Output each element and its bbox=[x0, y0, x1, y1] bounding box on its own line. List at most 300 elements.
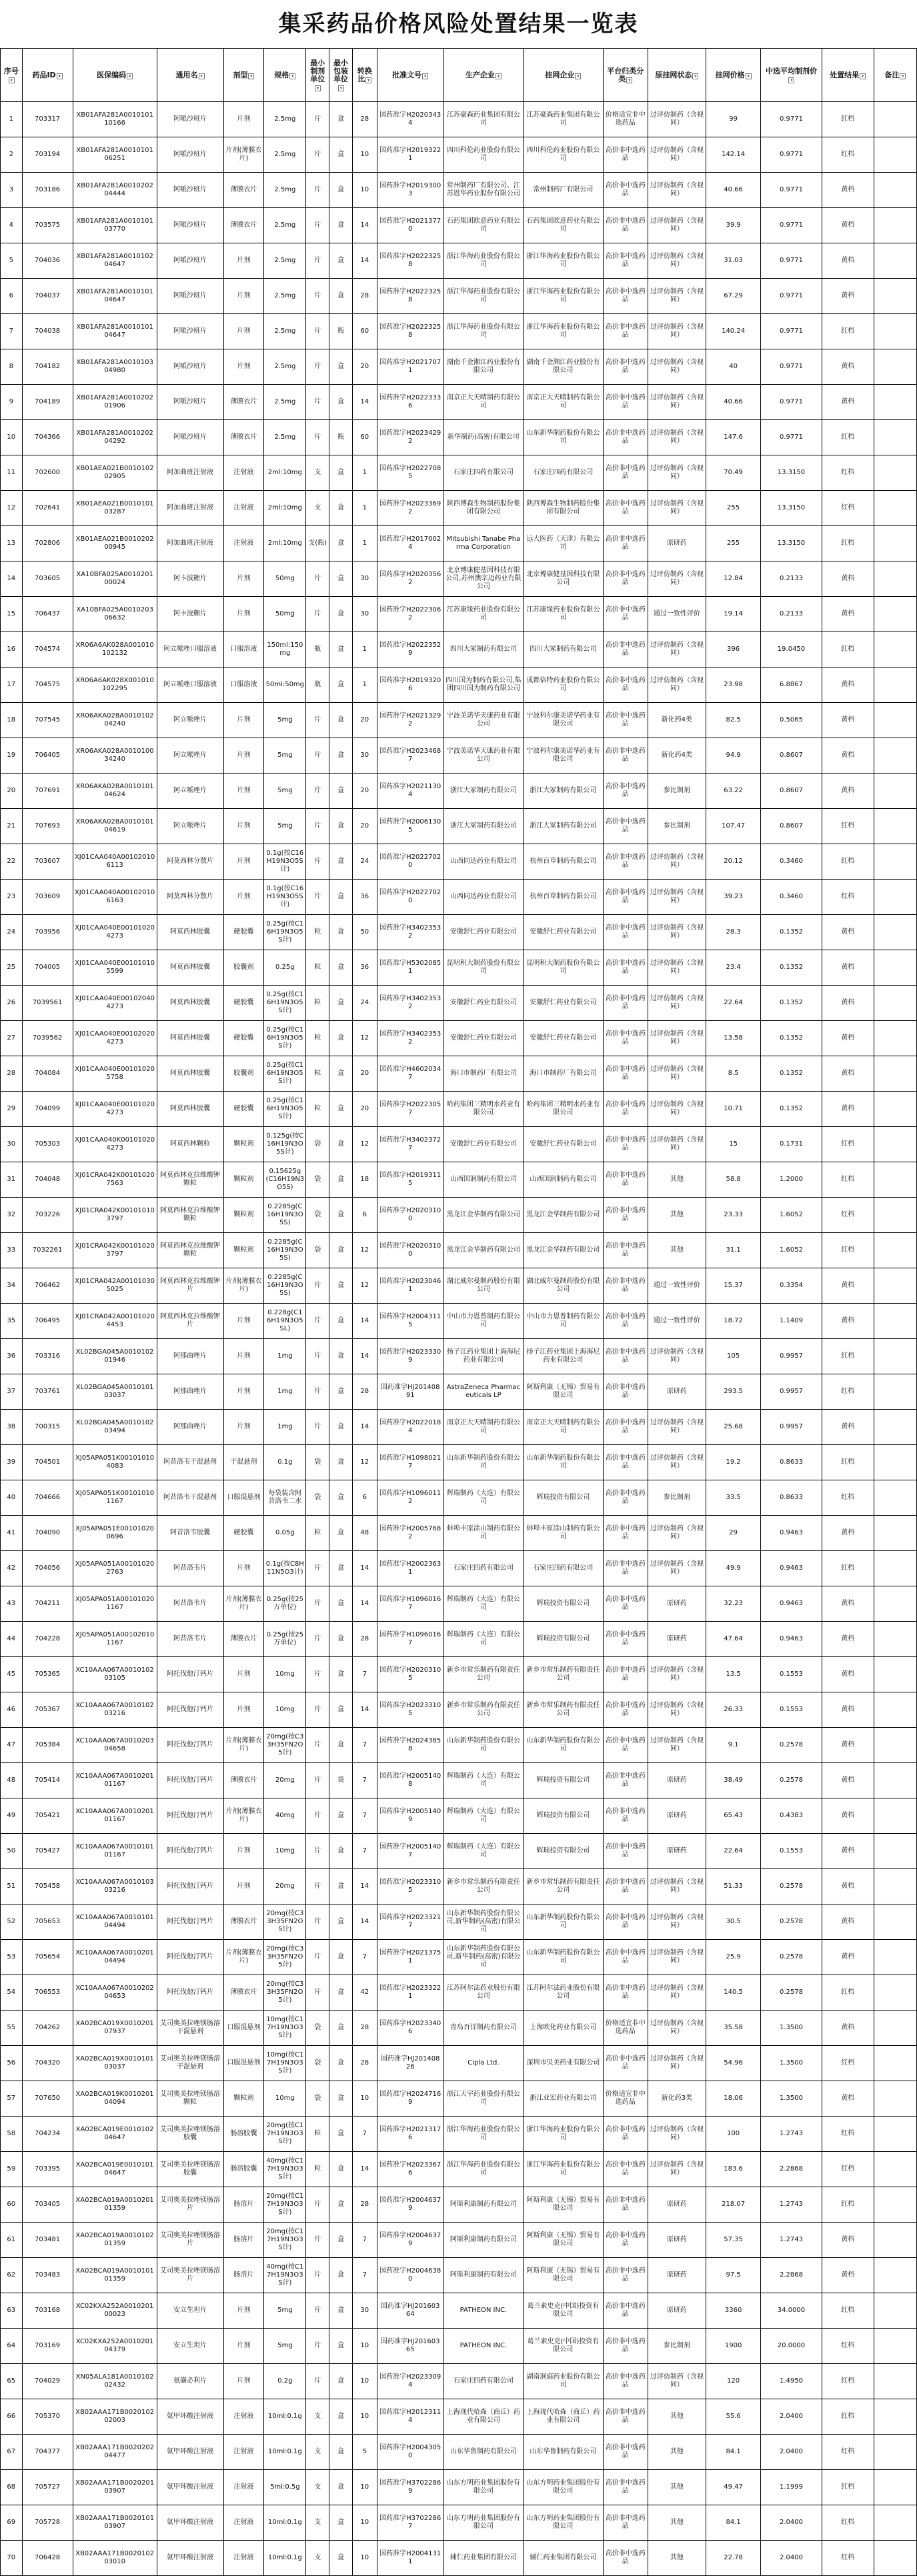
generic-name-cell: 阿莫西林颗粒 bbox=[157, 1127, 223, 1162]
insurance-code-cell: XC10AAA067A001010303216 bbox=[73, 1869, 157, 1904]
table-row bbox=[1, 2505, 917, 2541]
table-row bbox=[1, 1445, 917, 1480]
listed-price-cell: 33.5 bbox=[706, 1480, 761, 1516]
pack-unit-cell: 盒 bbox=[329, 243, 353, 279]
filter-dropdown-icon[interactable]: ▾ bbox=[57, 73, 63, 79]
row-number-cell: 48 bbox=[1, 1763, 23, 1798]
insurance-code-cell: XB01AFA281A001010304980 bbox=[73, 349, 157, 385]
original-status-cell: 原研药 bbox=[648, 2187, 706, 2223]
remark-cell bbox=[874, 1410, 916, 1445]
filter-dropdown-icon[interactable]: ▾ bbox=[289, 73, 295, 79]
listing-company-cell: 石药集团欧意药业有限公司 bbox=[524, 208, 603, 243]
remark-cell bbox=[874, 738, 916, 774]
avg-selected-price-cell: 0.2578 bbox=[761, 1763, 822, 1798]
drug-id-cell: 705653 bbox=[22, 1904, 73, 1940]
listed-price-cell: 107.47 bbox=[706, 809, 761, 844]
manufacturer-cell: 辉瑞制药（大连）有限公司 bbox=[443, 1586, 523, 1622]
manufacturer-cell: 新华制药(高密)有限公司 bbox=[443, 420, 523, 455]
manufacturer-cell: 浙江天宇药业股份有限公司 bbox=[443, 2081, 523, 2117]
dosage-form-cell: 注射液 bbox=[223, 2505, 264, 2541]
listing-company-cell: 山东方明药业集团股份有限公司 bbox=[524, 2470, 603, 2505]
conversion-ratio-cell: 10 bbox=[352, 2399, 377, 2435]
dosage-form-cell: 薄膜衣片 bbox=[223, 1975, 264, 2011]
generic-name-cell: 阿加曲班注射液 bbox=[157, 491, 223, 526]
row-number-cell: 57 bbox=[1, 2081, 23, 2117]
listed-price-cell: 13.58 bbox=[706, 1021, 761, 1056]
manufacturer-cell: 辅仁药业集团有限公司 bbox=[443, 2541, 523, 2576]
approval-number-cell: 国药准字H20193206 bbox=[377, 668, 443, 703]
table-row bbox=[1, 1798, 917, 1834]
avg-selected-price-cell: 0.9771 bbox=[761, 420, 822, 455]
conversion-ratio-cell: 5 bbox=[352, 2435, 377, 2470]
approval-number-cell: 国药准字HJ20160365 bbox=[377, 2329, 443, 2364]
dosage-form-cell: 片剂 bbox=[223, 243, 264, 279]
avg-selected-price-cell: 0.9771 bbox=[761, 208, 822, 243]
approval-number-cell: 国药准字H20046379 bbox=[377, 2223, 443, 2258]
row-number-cell: 31 bbox=[1, 1162, 23, 1198]
category-cell: 高价非中选药品 bbox=[603, 1622, 648, 1657]
listed-price-cell: 99 bbox=[706, 102, 761, 137]
manufacturer-cell: 山东新华制药股份有限公司 bbox=[443, 1445, 523, 1480]
insurance-code-cell: XR06AKA028A001010104619 bbox=[73, 809, 157, 844]
listing-company-cell: 安徽舒仁药业有限公司 bbox=[524, 986, 603, 1021]
listed-price-cell: 255 bbox=[706, 491, 761, 526]
table-row bbox=[1, 137, 917, 173]
insurance-code-cell: XB01AFA281A001010106251 bbox=[73, 137, 157, 173]
generic-name-cell: 阿那曲唑片 bbox=[157, 1410, 223, 1445]
generic-name-cell: 艾司奥美拉唑镁肠溶干混悬剂 bbox=[157, 2011, 223, 2046]
listing-company-cell: 北京博康健基因科技有限公司 bbox=[524, 561, 603, 597]
original-status-cell: 过评仿制药（含视同） bbox=[648, 1339, 706, 1374]
category-cell: 高价非中选药品 bbox=[603, 915, 648, 950]
disposal-result-cell: 黄档 bbox=[822, 173, 874, 208]
table-row bbox=[1, 1516, 917, 1551]
filter-dropdown-icon[interactable]: ▾ bbox=[496, 73, 502, 79]
column-header-label: 序号 bbox=[3, 66, 19, 75]
table-row bbox=[1, 1410, 917, 1445]
category-cell: 价格适宜非中选药品 bbox=[603, 2081, 648, 2117]
original-status-cell: 过评仿制药（含视同） bbox=[648, 880, 706, 915]
dosage-form-cell: 片剂 bbox=[223, 597, 264, 632]
table-row bbox=[1, 738, 917, 774]
insurance-code-cell: XR06A6AK028A001010102132 bbox=[73, 632, 157, 668]
approval-number-cell: 国药准字H20170024 bbox=[377, 526, 443, 561]
conversion-ratio-cell: 14 bbox=[352, 1304, 377, 1339]
disposal-result-cell: 红档 bbox=[822, 1551, 874, 1586]
filter-dropdown-icon[interactable]: ▾ bbox=[692, 73, 698, 79]
generic-name-cell: 阿莫西林克拉维酸钾片 bbox=[157, 1268, 223, 1304]
min-unit-cell: 片 bbox=[306, 1374, 329, 1410]
listed-price-cell: 183.6 bbox=[706, 2152, 761, 2187]
disposal-result-cell: 黄档 bbox=[822, 1904, 874, 1940]
filter-dropdown-icon[interactable]: ▾ bbox=[900, 73, 906, 79]
insurance-code-cell: XB01AFA281A001020201906 bbox=[73, 385, 157, 420]
specification-cell: 2.5mg bbox=[264, 102, 306, 137]
generic-name-cell: 阿莫西林分散片 bbox=[157, 844, 223, 880]
min-unit-cell: 片 bbox=[306, 844, 329, 880]
filter-dropdown-icon[interactable]: ▾ bbox=[365, 77, 371, 83]
listing-company-cell: 新乡市常乐制药有限责任公司 bbox=[524, 1869, 603, 1904]
generic-name-cell: 氨甲环酸注射液 bbox=[157, 2399, 223, 2435]
avg-selected-price-cell: 0.9957 bbox=[761, 1410, 822, 1445]
specification-cell: 0.25g(按C16H19N3O5S计) bbox=[264, 1056, 306, 1092]
specification-cell: 10mg(按C17H19N3O3S计) bbox=[264, 2011, 306, 2046]
drug-id-cell: 705367 bbox=[22, 1692, 73, 1728]
original-status-cell: 通过一致性评价 bbox=[648, 597, 706, 632]
column-header-label: 通用名 bbox=[175, 70, 198, 79]
approval-number-cell: 国药准字H20051409 bbox=[377, 1798, 443, 1834]
disposal-result-cell: 黄档 bbox=[822, 349, 874, 385]
insurance-code-cell: XB01AFA281A001010103770 bbox=[73, 208, 157, 243]
table-row bbox=[1, 2258, 917, 2293]
manufacturer-cell: 哈药集团三精明水药业有限公司 bbox=[443, 1092, 523, 1127]
row-number-cell: 24 bbox=[1, 915, 23, 950]
generic-name-cell: 阿莫西林胶囊 bbox=[157, 950, 223, 986]
avg-selected-price-cell: 0.2133 bbox=[761, 561, 822, 597]
conversion-ratio-cell: 10 bbox=[352, 2541, 377, 2576]
dosage-form-cell: 片剂 bbox=[223, 774, 264, 809]
manufacturer-cell: 辉瑞制药（大连）有限公司 bbox=[443, 1834, 523, 1869]
dosage-form-cell: 片剂 bbox=[223, 349, 264, 385]
filter-dropdown-icon[interactable]: ▾ bbox=[788, 77, 794, 83]
original-status-cell: 原研药 bbox=[648, 2258, 706, 2293]
min-unit-cell: 片 bbox=[306, 1728, 329, 1763]
listing-company-cell: 成都倍特药业股份有限公司 bbox=[524, 668, 603, 703]
approval-number-cell: 国药准字H20203100 bbox=[377, 1198, 443, 1233]
row-number-cell: 61 bbox=[1, 2223, 23, 2258]
disposal-result-cell: 红档 bbox=[822, 809, 874, 844]
filter-dropdown-icon[interactable]: ▾ bbox=[338, 85, 344, 91]
manufacturer-cell: 新乡市常乐制药有限责任公司 bbox=[443, 1869, 523, 1904]
generic-name-cell: 阿哌沙班片 bbox=[157, 349, 223, 385]
category-cell: 高价非中选药品 bbox=[603, 1092, 648, 1127]
manufacturer-cell: 安徽舒仁药业有限公司 bbox=[443, 1127, 523, 1162]
dosage-form-cell: 注射液 bbox=[223, 2435, 264, 2470]
min-unit-cell: 片 bbox=[306, 1904, 329, 1940]
filter-dropdown-icon[interactable]: ▾ bbox=[248, 73, 254, 79]
category-cell: 高价非中选药品 bbox=[603, 1056, 648, 1092]
dosage-form-cell: 片剂 bbox=[223, 1551, 264, 1586]
manufacturer-cell: 山东方明药业集团股份有限公司 bbox=[443, 2470, 523, 2505]
listed-price-cell: 38.49 bbox=[706, 1763, 761, 1798]
remark-cell bbox=[874, 1763, 916, 1798]
insurance-code-cell: XJ01CAA040E001010204273 bbox=[73, 1092, 157, 1127]
column-header-label: 平台归类分类 bbox=[607, 66, 644, 83]
disposal-result-cell: 黄档 bbox=[822, 279, 874, 314]
insurance-code-cell: XC02KXA252A001020104379 bbox=[73, 2329, 157, 2364]
dosage-form-cell: 注射液 bbox=[223, 491, 264, 526]
table-row bbox=[1, 2364, 917, 2399]
listing-company-cell: 浙江华海药业股份有限公司 bbox=[524, 279, 603, 314]
disposal-result-cell: 黄档 bbox=[822, 1268, 874, 1304]
manufacturer-cell: 常州制药厂有限公司、江苏恩华药业股份有限公司 bbox=[443, 173, 523, 208]
insurance-code-cell: XL02BGA045A001010203494 bbox=[73, 1410, 157, 1445]
pack-unit-cell: 盒 bbox=[329, 1021, 353, 1056]
insurance-code-cell: XB01AEA021B001010103287 bbox=[73, 491, 157, 526]
listed-price-cell: 40 bbox=[706, 349, 761, 385]
original-status-cell: 其他 bbox=[648, 2399, 706, 2435]
category-cell: 高价非中选药品 bbox=[603, 243, 648, 279]
category-cell: 高价非中选药品 bbox=[603, 1445, 648, 1480]
category-cell: 高价非中选药品 bbox=[603, 1551, 648, 1586]
avg-selected-price-cell: 0.5065 bbox=[761, 703, 822, 738]
original-status-cell: 原研药 bbox=[648, 1834, 706, 1869]
category-cell: 高价非中选药品 bbox=[603, 986, 648, 1021]
pack-unit-cell: 盒 bbox=[329, 2329, 353, 2364]
pack-unit-cell: 袋 bbox=[329, 1763, 353, 1798]
insurance-code-cell: XB02AAA171B002010203010 bbox=[73, 2541, 157, 2576]
remark-cell bbox=[874, 774, 916, 809]
conversion-ratio-cell: 14 bbox=[352, 208, 377, 243]
listed-price-cell: 23.33 bbox=[706, 1198, 761, 1233]
generic-name-cell: 阿加曲班注射液 bbox=[157, 455, 223, 491]
pack-unit-cell: 盒 bbox=[329, 455, 353, 491]
min-unit-cell: 片 bbox=[306, 1622, 329, 1657]
drug-id-cell: 703607 bbox=[22, 844, 73, 880]
disposal-result-cell: 红档 bbox=[822, 880, 874, 915]
table-row bbox=[1, 1339, 917, 1374]
category-cell: 高价非中选药品 bbox=[603, 385, 648, 420]
specification-cell: 2ml:10mg bbox=[264, 491, 306, 526]
row-number-cell: 40 bbox=[1, 1480, 23, 1516]
filter-dropdown-icon[interactable]: ▾ bbox=[9, 77, 15, 83]
pack-unit-cell: 盒 bbox=[329, 2046, 353, 2081]
column-header bbox=[157, 49, 223, 102]
category-cell: 高价非中选药品 bbox=[603, 1586, 648, 1622]
drug-id-cell: 707650 bbox=[22, 2081, 73, 2117]
generic-name-cell: 阿莫西林克拉维酸钾片 bbox=[157, 1304, 223, 1339]
drug-id-cell: 705370 bbox=[22, 2399, 73, 2435]
specification-cell: 40mg(按C17H19N3O3S计) bbox=[264, 2152, 306, 2187]
row-number-cell: 13 bbox=[1, 526, 23, 561]
insurance-code-cell: XJ01CRA042K001010203797 bbox=[73, 1233, 157, 1268]
pack-unit-cell: 盒 bbox=[329, 1127, 353, 1162]
filter-dropdown-icon[interactable]: ▾ bbox=[746, 73, 752, 79]
avg-selected-price-cell: 0.3460 bbox=[761, 844, 822, 880]
row-number-cell: 3 bbox=[1, 173, 23, 208]
generic-name-cell: 阿昔洛韦片 bbox=[157, 1551, 223, 1586]
avg-selected-price-cell: 13.3150 bbox=[761, 455, 822, 491]
min-unit-cell: 片 bbox=[306, 173, 329, 208]
conversion-ratio-cell: 24 bbox=[352, 844, 377, 880]
approval-number-cell: 国药准字H20213176 bbox=[377, 2117, 443, 2152]
table-row bbox=[1, 1268, 917, 1304]
listed-price-cell: 31.1 bbox=[706, 1233, 761, 1268]
original-status-cell: 原研药 bbox=[648, 1622, 706, 1657]
remark-cell bbox=[874, 2081, 916, 2117]
listed-price-cell: 140.24 bbox=[706, 314, 761, 349]
row-number-cell: 67 bbox=[1, 2435, 23, 2470]
conversion-ratio-cell: 6 bbox=[352, 1480, 377, 1516]
approval-number-cell: 国药准字H20223062 bbox=[377, 597, 443, 632]
specification-cell: 2ml:10mg bbox=[264, 526, 306, 561]
generic-name-cell: 阿立哌唑口服溶液 bbox=[157, 668, 223, 703]
insurance-code-cell: XB01AFA281A001010104647 bbox=[73, 314, 157, 349]
min-unit-cell: 片 bbox=[306, 2364, 329, 2399]
generic-name-cell: 阿立哌唑片 bbox=[157, 703, 223, 738]
drug-id-cell: 702641 bbox=[22, 491, 73, 526]
dosage-form-cell: 口服混悬剂 bbox=[223, 1480, 264, 1516]
row-number-cell: 50 bbox=[1, 1834, 23, 1869]
remark-cell bbox=[874, 173, 916, 208]
generic-name-cell: 阿哌沙班片 bbox=[157, 137, 223, 173]
insurance-code-cell: XA02BCA019E001010204647 bbox=[73, 2117, 157, 2152]
listing-company-cell: 扬子江药业集团上海海尼药业有限公司 bbox=[524, 1339, 603, 1374]
listed-price-cell: 25.9 bbox=[706, 1940, 761, 1975]
category-cell: 高价非中选药品 bbox=[603, 2435, 648, 2470]
avg-selected-price-cell: 1.3500 bbox=[761, 2046, 822, 2081]
min-unit-cell: 粒 bbox=[306, 2117, 329, 2152]
min-unit-cell: 袋 bbox=[306, 1480, 329, 1516]
listing-company-cell: 杭州百草制药有限公司 bbox=[524, 880, 603, 915]
specification-cell: 20mg bbox=[264, 1763, 306, 1798]
table-row bbox=[1, 1056, 917, 1092]
listed-price-cell: 31.03 bbox=[706, 243, 761, 279]
category-cell: 高价非中选药品 bbox=[603, 2187, 648, 2223]
pack-unit-cell: 盒 bbox=[329, 1092, 353, 1127]
generic-name-cell: 艾司奥美拉唑镁肠溶干混悬剂 bbox=[157, 2046, 223, 2081]
approval-number-cell: 国药准字H20227085 bbox=[377, 455, 443, 491]
dosage-form-cell: 薄膜衣片 bbox=[223, 173, 264, 208]
pack-unit-cell: 盒 bbox=[329, 1904, 353, 1940]
insurance-code-cell: XJ05APA051K001010104083 bbox=[73, 1445, 157, 1480]
conversion-ratio-cell: 6 bbox=[352, 1198, 377, 1233]
min-unit-cell: 片 bbox=[306, 738, 329, 774]
dosage-form-cell: 片剂 bbox=[223, 1657, 264, 1692]
insurance-code-cell: XC10AAA067A001020101167 bbox=[73, 1798, 157, 1834]
remark-cell bbox=[874, 2258, 916, 2293]
drug-id-cell: 706462 bbox=[22, 1268, 73, 1304]
category-cell: 高价非中选药品 bbox=[603, 2223, 648, 2258]
row-number-cell: 9 bbox=[1, 385, 23, 420]
category-cell: 高价非中选药品 bbox=[603, 1657, 648, 1692]
manufacturer-cell: 安徽舒仁药业有限公司 bbox=[443, 915, 523, 950]
generic-name-cell: 阿哌沙班片 bbox=[157, 173, 223, 208]
listed-price-cell: 18.06 bbox=[706, 2081, 761, 2117]
drug-id-cell: 704377 bbox=[22, 2435, 73, 2470]
avg-selected-price-cell: 0.9771 bbox=[761, 102, 822, 137]
disposal-result-cell: 黄档 bbox=[822, 561, 874, 597]
min-unit-cell: 袋 bbox=[306, 1233, 329, 1268]
original-status-cell: 原研药 bbox=[648, 526, 706, 561]
disposal-result-cell: 黄档 bbox=[822, 703, 874, 738]
specification-cell: 2.5mg bbox=[264, 137, 306, 173]
disposal-result-cell: 红档 bbox=[822, 1162, 874, 1198]
dosage-form-cell: 口服混悬剂 bbox=[223, 2046, 264, 2081]
page-title: 集采药品价格风险处置结果一览表 bbox=[278, 11, 639, 37]
avg-selected-price-cell: 0.9957 bbox=[761, 1339, 822, 1374]
original-status-cell: 过评仿制药（含视同） bbox=[648, 1904, 706, 1940]
row-number-cell: 63 bbox=[1, 2293, 23, 2329]
pack-unit-cell: 盒 bbox=[329, 632, 353, 668]
specification-cell: 0.1g(按C16H19N3O5S计) bbox=[264, 844, 306, 880]
manufacturer-cell: 青岛百洋制药有限公司 bbox=[443, 2011, 523, 2046]
remark-cell bbox=[874, 491, 916, 526]
drug-id-cell: 704211 bbox=[22, 1586, 73, 1622]
category-cell: 高价非中选药品 bbox=[603, 2152, 648, 2187]
generic-name-cell: 艾司奥美拉唑镁肠溶片 bbox=[157, 2258, 223, 2293]
insurance-code-cell: XA02BCA019E001010104647 bbox=[73, 2152, 157, 2187]
avg-selected-price-cell: 0.9771 bbox=[761, 137, 822, 173]
filter-dropdown-icon[interactable]: ▾ bbox=[199, 73, 205, 79]
pack-unit-cell: 盒 bbox=[329, 844, 353, 880]
remark-cell bbox=[874, 2223, 916, 2258]
drug-id-cell: 704005 bbox=[22, 950, 73, 986]
filter-dropdown-icon[interactable]: ▾ bbox=[860, 73, 866, 79]
min-unit-cell: 片 bbox=[306, 102, 329, 137]
approval-number-cell: 国药准字H20193221 bbox=[377, 137, 443, 173]
insurance-code-cell: XB02AAA171B002010103907 bbox=[73, 2505, 157, 2541]
min-unit-cell: 支 bbox=[306, 2399, 329, 2435]
approval-number-cell: 国药准字H37022867 bbox=[377, 2505, 443, 2541]
remark-cell bbox=[874, 703, 916, 738]
original-status-cell: 过评仿制药（含视同） bbox=[648, 2152, 706, 2187]
generic-name-cell: 阿哌沙班片 bbox=[157, 208, 223, 243]
filter-dropdown-icon[interactable]: ▾ bbox=[626, 77, 632, 83]
conversion-ratio-cell: 48 bbox=[352, 1516, 377, 1551]
disposal-result-cell: 黄档 bbox=[822, 1940, 874, 1975]
drug-id-cell: 703226 bbox=[22, 1198, 73, 1233]
category-cell: 高价非中选药品 bbox=[603, 1834, 648, 1869]
approval-number-cell: 国药准字H20046379 bbox=[377, 2187, 443, 2223]
approval-number-cell: 国药准字H20043050 bbox=[377, 2435, 443, 2470]
disposal-result-cell: 红档 bbox=[822, 2046, 874, 2081]
original-status-cell: 其他 bbox=[648, 1162, 706, 1198]
dosage-form-cell: 硬胶囊 bbox=[223, 1021, 264, 1056]
manufacturer-cell: 昆明积大制药股份有限公司 bbox=[443, 950, 523, 986]
manufacturer-cell: 阿斯利康制药有限公司 bbox=[443, 2223, 523, 2258]
pack-unit-cell: 盒 bbox=[329, 1586, 353, 1622]
avg-selected-price-cell: 0.1553 bbox=[761, 1834, 822, 1869]
generic-name-cell: 艾司奥美拉唑镁肠溶片 bbox=[157, 2223, 223, 2258]
insurance-code-cell: XA10BFA025A001020306632 bbox=[73, 597, 157, 632]
remark-cell bbox=[874, 1622, 916, 1657]
manufacturer-cell: PATHEON INC. bbox=[443, 2329, 523, 2364]
table-row bbox=[1, 1021, 917, 1056]
manufacturer-cell: 安徽舒仁药业有限公司 bbox=[443, 986, 523, 1021]
pack-unit-cell: 盒 bbox=[329, 986, 353, 1021]
listed-price-cell: 15 bbox=[706, 1127, 761, 1162]
table-row bbox=[1, 1692, 917, 1728]
listed-price-cell: 12.84 bbox=[706, 561, 761, 597]
filter-dropdown-icon[interactable]: ▾ bbox=[127, 73, 133, 79]
avg-selected-price-cell: 2.0400 bbox=[761, 2541, 822, 2576]
filter-dropdown-icon[interactable]: ▾ bbox=[575, 73, 581, 79]
min-unit-cell: 支 bbox=[306, 455, 329, 491]
original-status-cell: 过评仿制药（含视同） bbox=[648, 1869, 706, 1904]
min-unit-cell: 支 bbox=[306, 491, 329, 526]
table-row bbox=[1, 2329, 917, 2364]
min-unit-cell: 片 bbox=[306, 1410, 329, 1445]
remark-cell bbox=[874, 2329, 916, 2364]
row-number-cell: 25 bbox=[1, 950, 23, 986]
listing-company-cell: 葛兰素史克(中国)投资有限公司 bbox=[524, 2293, 603, 2329]
listed-price-cell: 147.6 bbox=[706, 420, 761, 455]
row-number-cell: 16 bbox=[1, 632, 23, 668]
original-status-cell: 过评仿制药（含视同） bbox=[648, 385, 706, 420]
column-header bbox=[706, 49, 761, 102]
pack-unit-cell: 盒 bbox=[329, 1339, 353, 1374]
listed-price-cell: 26.33 bbox=[706, 1692, 761, 1728]
listed-price-cell: 40.66 bbox=[706, 173, 761, 208]
filter-dropdown-icon[interactable]: ▾ bbox=[422, 73, 428, 79]
listed-price-cell: 15.37 bbox=[706, 1268, 761, 1304]
remark-cell bbox=[874, 1268, 916, 1304]
manufacturer-cell: 浙江华海药业股份有限公司 bbox=[443, 2117, 523, 2152]
dosage-form-cell: 注射液 bbox=[223, 2541, 264, 2576]
filter-dropdown-icon[interactable]: ▾ bbox=[315, 85, 321, 91]
specification-cell: 10ml:0.1g bbox=[264, 2505, 306, 2541]
